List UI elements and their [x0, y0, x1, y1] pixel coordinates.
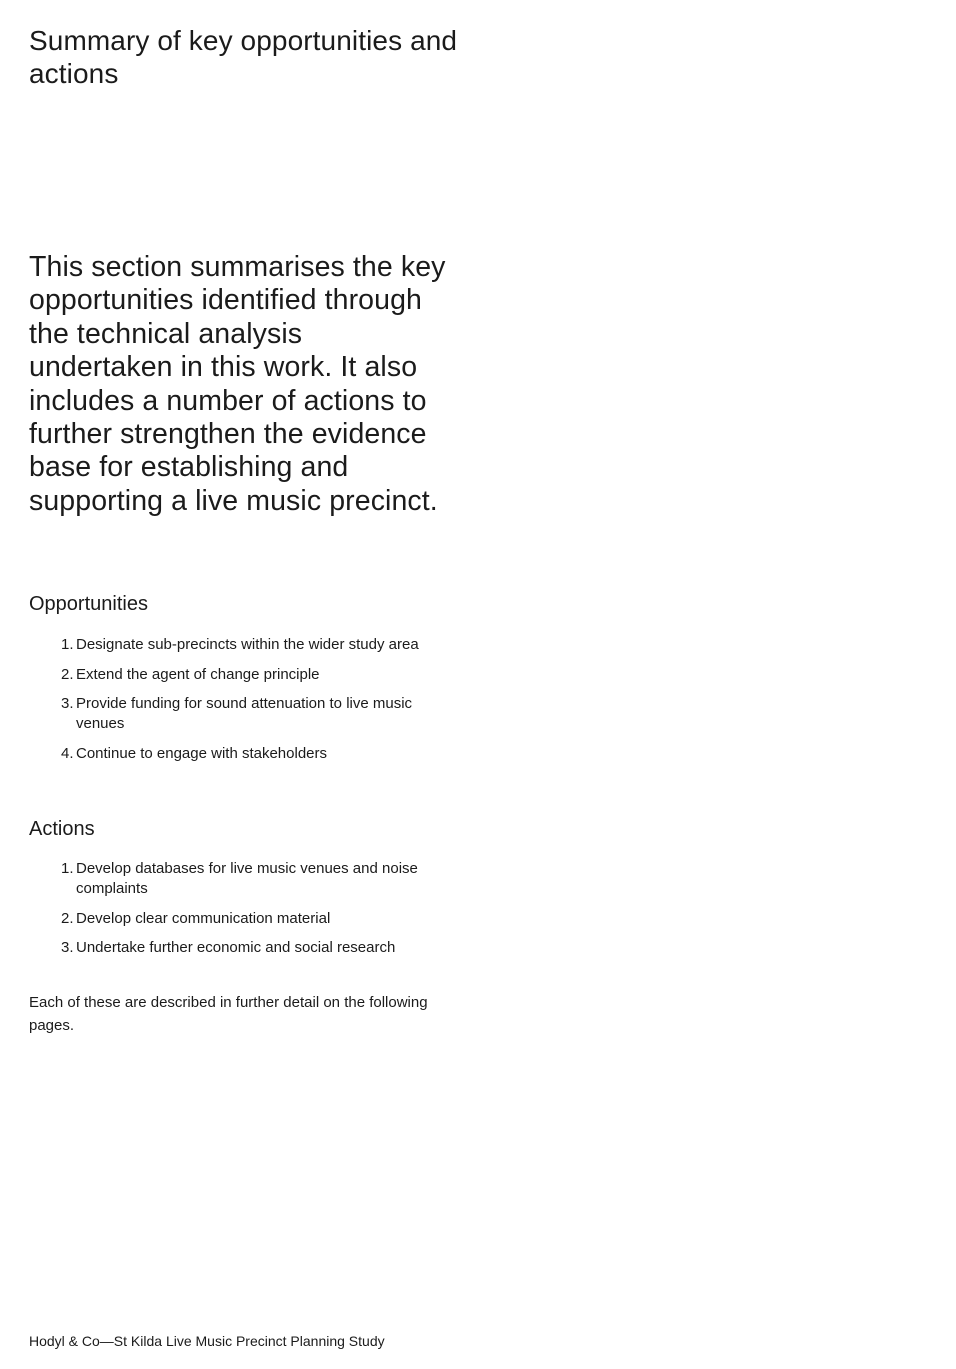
- closing-paragraph: Each of these are described in further detail on the following pages.: [29, 994, 428, 1034]
- opportunities-heading: Opportunities: [29, 593, 148, 615]
- action-item: [61, 859, 451, 899]
- item-number: 1.: [61, 636, 74, 653]
- intro-paragraph: This section summarises the key opportunities identified through the technical analysis undertaken in this work. It also includes a number of actions to further strengthen the evidence base for establishing and supporting a live music precinct.: [29, 251, 446, 517]
- opportunity-item: [61, 744, 451, 764]
- item-text: Continue to engage with stakeholders: [76, 744, 328, 762]
- page-title: Summary of key opportunities and actions: [29, 25, 458, 89]
- action-item: [61, 909, 451, 929]
- opportunity-item: [61, 694, 451, 734]
- page-footer: Hodyl & Co—St Kilda Live Music Precinct Planning Study: [29, 1333, 385, 1349]
- item-text: Develop clear communication material: [76, 909, 331, 927]
- opportunity-item: [61, 665, 451, 685]
- item-number: 3.: [61, 939, 74, 956]
- item-text: Develop databases for live music venues and noise complaints: [76, 860, 418, 897]
- item-number: 2.: [61, 909, 74, 927]
- item-number: 3.: [61, 695, 74, 712]
- opportunity-item: [61, 635, 451, 655]
- item-text: Extend the agent of change principle: [76, 665, 320, 683]
- action-item: [61, 938, 451, 958]
- item-number: 4.: [61, 744, 74, 762]
- opportunities-list: [61, 635, 451, 773]
- actions-heading: Actions: [29, 818, 95, 840]
- actions-list: [61, 859, 451, 968]
- item-number: 2.: [61, 665, 74, 683]
- item-text: Undertake further economic and social research: [76, 939, 396, 956]
- item-text: Designate sub-precincts within the wider study area: [76, 636, 419, 653]
- item-number: 1.: [61, 860, 74, 877]
- item-text: Provide funding for sound attenuation to live music venues: [76, 695, 413, 732]
